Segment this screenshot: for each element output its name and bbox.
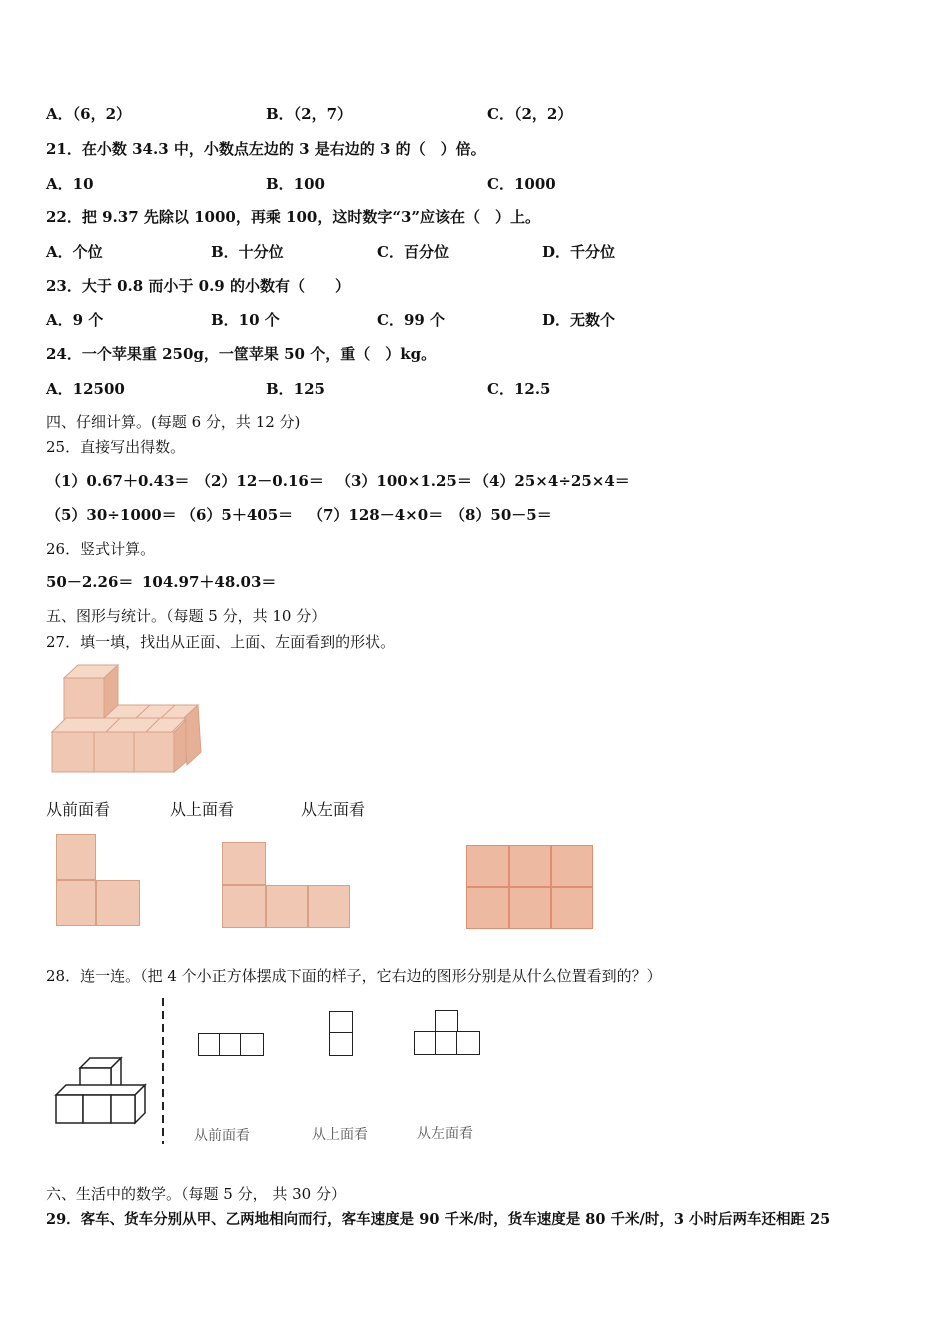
q27-left-view-label: 从左面看 [301,800,366,819]
q22-option-d: D．千分位 [542,243,616,261]
q21-option-a: A．10 [46,175,94,193]
q28-view-shape-1 [198,1033,266,1056]
q25-item-5: （5）30÷1000＝ [46,506,177,524]
q24-option-c: C．12.5 [487,380,551,398]
q27-top-view-shape [222,842,352,930]
q28-view-shape-2 [329,1011,353,1056]
q25-item-1: （1）0.67＋0.43＝ [46,472,190,490]
q28-dashed-divider [160,998,166,1144]
q20-option-c: C．（2，2） [487,105,573,123]
q24-option-a: A．12500 [46,380,125,398]
q28-top-view-label: 从上面看 [312,1127,368,1143]
q28-front-view-label: 从前面看 [194,1128,250,1144]
section-5-heading: 五、图形与统计。（每题 5 分，共 10 分） [46,607,327,625]
q27-front-view-label: 从前面看 [46,800,111,819]
q25-item-3: （3）100×1.25＝ [336,472,472,490]
section-4-heading: 四、仔细计算。(每题 6 分，共 12 分) [46,413,301,431]
q28-cube-figure [52,1055,152,1127]
q27-front-view-shape [56,834,142,926]
q25-stem: 25．直接写出得数。 [46,438,186,456]
q23-stem: 23．大于 0.8 而小于 0.9 的小数有（ ） [46,277,350,295]
q20-option-b: B．（2，7） [266,105,353,123]
q25-item-6: （6）5＋405＝ [181,506,294,524]
q24-option-b: B．125 [266,380,325,398]
q25-item-8: （8）50－5＝ [450,506,552,524]
q23-option-b: B．10 个 [211,311,280,329]
q26-stem: 26．竖式计算。 [46,540,156,558]
q27-left-view-shape [466,845,594,929]
q25-item-7: （7）128－4×0＝ [308,506,444,524]
q22-option-c: C．百分位 [377,243,449,261]
q26-item-2: 104.97＋48.03＝ [142,573,277,591]
q21-option-c: C．1000 [487,175,556,193]
q22-option-a: A．个位 [46,243,103,261]
section-6-heading: 六、生活中的数学。（每题 5 分， 共 30 分） [46,1185,346,1203]
q23-option-c: C．99 个 [377,311,446,329]
q26-item-1: 50－2.26＝ [46,573,134,591]
q25-item-2: （2）12－0.16＝ [196,472,324,490]
q27-top-view-label: 从上面看 [170,800,235,819]
q23-option-a: A．9 个 [46,311,104,329]
q21-stem: 21．在小数 34.3 中，小数点左边的 3 是右边的 3 的（ ）倍。 [46,140,486,158]
q28-stem: 28．连一连。（把 4 个小正方体摆成下面的样子，它右边的图形分别是从什么位置看到的？） [46,967,662,985]
q28-view-shape-3 [414,1010,482,1055]
q23-option-d: D．无数个 [542,311,616,329]
q27-cube-stack-figure [46,660,211,778]
q27-stem: 27．填一填，找出从正面、上面、左面看到的形状。 [46,633,396,651]
q20-option-a: A．（6，2） [46,105,132,123]
q25-item-4: （4）25×4÷25×4＝ [474,472,630,490]
q24-stem: 24．一个苹果重 250g，一筐苹果 50 个，重（ ）kg。 [46,345,437,363]
q28-left-view-label: 从左面看 [417,1126,473,1142]
q22-stem: 22．把 9.37 先除以 1000，再乘 100，这时数字“3”应该在（ ）上。 [46,208,541,226]
q22-option-b: B．十分位 [211,243,284,261]
q21-option-b: B．100 [266,175,325,193]
q29-stem: 29．客车、货车分别从甲、乙两地相向而行，客车速度是 90 千米/时，货车速度是 80 千米/时，3 小时后两车还相距 25 [46,1211,831,1228]
